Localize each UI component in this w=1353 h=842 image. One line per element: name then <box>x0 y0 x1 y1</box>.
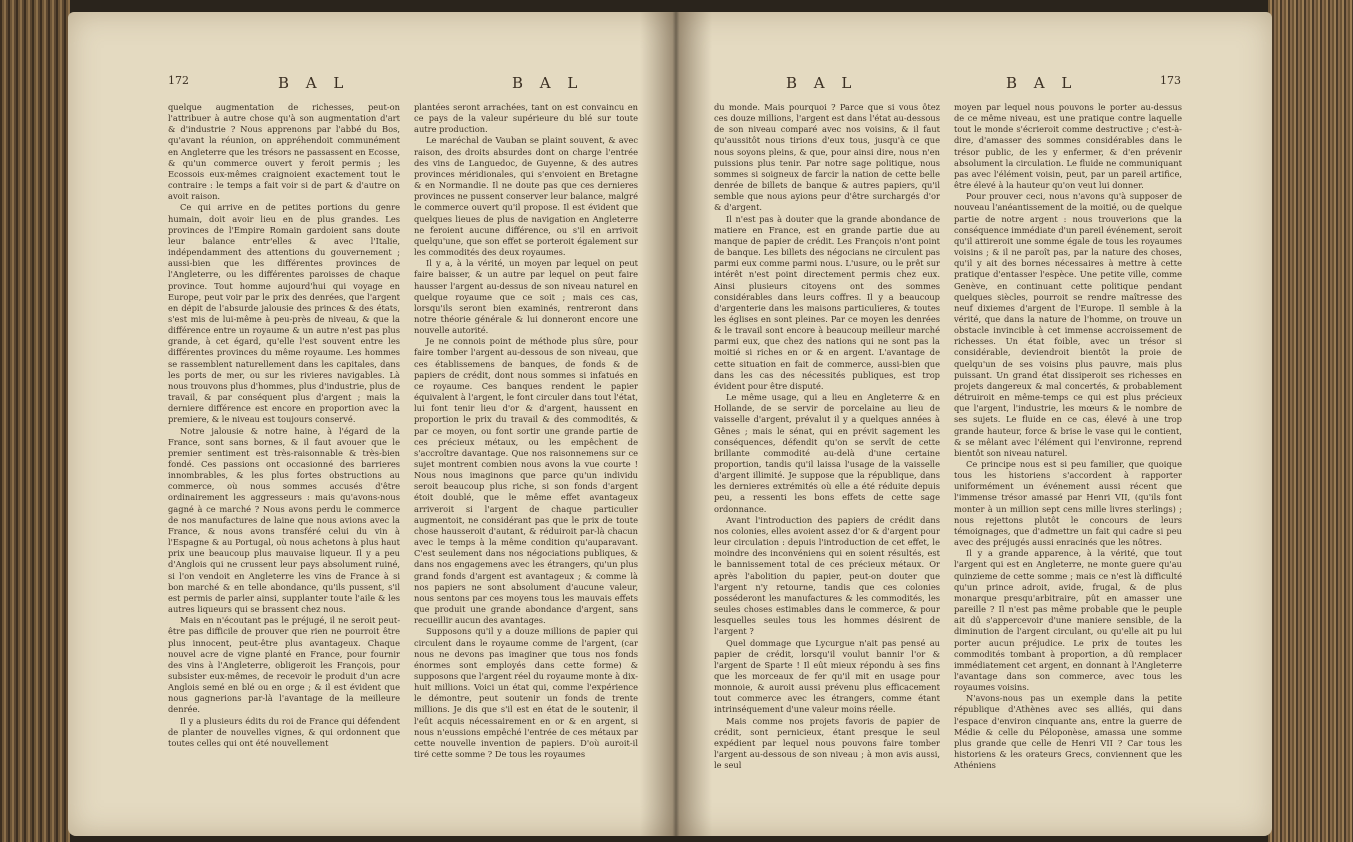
paragraph: Avant l'introduction des papiers de crédit dans nos colonies, elles avoient assez d'or & d'argent pour leur circulation : depuis l'introduction de cet effet, le moindre des inconvéniens qui en soient résultés, est le bannissement total de ces précieux métaux. Or après l'abolition du papier, peut-on douter que l'argent n'y retourne, tandis que ces colonies posséderont les manufactures & les commodités, les seules choses estimables dans le commerce, & pour lesquelles seules tous les hommes désirent de l'argent ? <box>714 514 940 637</box>
paragraph: plantées seront arrachées, tant on est convaincu en ce pays de la valeur supérieure du blé sur toute autre production. <box>414 102 638 135</box>
right-page <box>676 12 1272 836</box>
paragraph: Il y a, à la vérité, un moyen par lequel on peut faire baisser, & un autre par lequel on peut faire hausser l'argent au-dessus de son niveau naturel en quelque royaume que ce soit ; mais ces cas, lorsqu'ils seront bien examinés, rentreront dans notre théorie générale & lui donneront encore une nouvelle autorité. <box>414 258 638 336</box>
text-column-1 <box>168 102 400 842</box>
paragraph: N'avons-nous pas un exemple dans la petite république d'Athènes avec ses alliés, qui dans l'espace d'environ cinquante ans, entre la guerre de Médie & celle du Péloponèse, amassa une somme plus grande que celle de Henri VII ? Car tous les historiens & les orateurs Grecs, conviennent que les Athéniens <box>954 693 1182 771</box>
paragraph: Il n'est pas à douter que la grande abondance de matiere en France, est en grande partie due au manque de papier de crédit. Les François n'ont point de banque. Les billets des négocians ne circulent pas parmi eux comme parmi nous. L'usure, ou le prêt sur intérêt n'est point directement permis chez eux. Ainsi plusieurs citoyens ont des sommes considérables dans leurs coffres. Il y a beaucoup d'argenterie dans les maisons particulieres, & toutes les églises en sont pleines. Par ce moyen les denrées & le travail sont encore à beaucoup meilleur marché parmi eux, que chez des nations qui ne sont pas la moitié si riches en or & en argent. L'avantage de cette situation en fait de commerce, aussi-bien que dans les cas des nécessités publiques, est trop évident pour être disputé. <box>714 213 940 391</box>
running-head: B A L <box>278 74 350 92</box>
running-head: B A L <box>786 74 858 92</box>
paragraph: Mais comme nos projets favoris de papier de crédit, sont pernicieux, étant presque le seul expédient par lequel nous pouvons faire tomber l'argent au-dessous de son niveau ; à mon avis aussi, le seul <box>714 715 940 771</box>
paragraph: Il y a plusieurs édits du roi de France qui défendent de planter de nouvelles vignes, & qui ordonnent que toutes celles qui ont été nouvellement <box>168 715 400 748</box>
paragraph: Je ne connois point de méthode plus sûre, pour faire tomber l'argent au-dessous de son niveau, que ces établissemens de banques, de fonds & de papiers de crédit, dont nous sommes si infatués en ce royaume. Ces banques rendent le papier équivalent à l'argent, le font circuler dans tout l'état, lui font tenir lieu d'or & d'argent, haussent en proportion le prix du travail & des commodités, & par ce moyen, ou font sortir une grande partie de ces précieux métaux, ou les empêchent de s'accroître davantage. Que nos raisonnemens sur ce sujet montrent combien nous avons la vue courte ! Nous nous imaginons que parce qu'un individu seroit beaucoup plus riche, si son fonds d'argent étoit doublé, que le même effet avantageux arriveroit si l'argent de chaque particulier augmentoit, ne considérant pas que le prix de toute chose hausseroit d'autant, & réduiroit par-là chacun avec le temps à la même condition qu'auparavant. C'est seulement dans nos négociations publiques, & dans nos engagemens avec les étrangers, qu'un plus grand fonds d'argent est avantageux ; & comme là nos papiers ne sont absolument d'aucune valeur, nous sentons par ces moyens tous les mauvais effets que produit une grande abondance d'argent, sans recueillir aucun des avantages. <box>414 336 638 626</box>
page-number: 172 <box>168 74 189 87</box>
paragraph: quelque augmentation de richesses, peut-on l'attribuer à autre chose qu'à son augmentation d'art & d'industrie ? Nous apprenons par l'abbé du Bos, qu'avant la réunion, on appréhendoit communément en Angleterre que les trésors ne passassent en Ecosse, & qu'un commerce ouvert y feroit permis ; les Ecossois eux-mêmes craignoient exactement tout le contraire : le temps a fait voir si de part & d'autre on avoit raison. <box>168 102 400 202</box>
text-column-2 <box>414 102 638 842</box>
paragraph: Supposons qu'il y a douze millions de papier qui circulent dans le royaume comme de l'argent, (car nous ne devons pas imaginer que tous nos fonds énormes sont employés dans cette forme) & supposons que l'argent réel du royaume monte à dix-huit millions. Voici un état qui, comme l'expérience le démontre, peut soutenir un fonds de trente millions. Je dis que s'il est en état de le soutenir, il l'eût acquis nécessairement en or & en argent, si nous n'eussions empêché l'entrée de ces métaux par cette nouvelle invention de papiers. D'où auroit-il tiré cette somme ? De tous les royaumes <box>414 626 638 760</box>
paragraph: Ce qui arrive en de petites portions du genre humain, doit avoir lieu en de plus grandes. Les provinces de l'Empire Romain gardoient sans doute leur balance entr'elles & avec l'Italie, indépendamment des attentions du gouvernement ; aussi-bien que les différentes provinces de l'Angleterre, ou les différentes paroisses de chaque province. Tout homme aujourd'hui qui voyage en Europe, peut voir par le prix des denrées, que l'argent en dépit de l'absurde jalousie des princes & des états, s'est mis de lui-même à peu-près de niveau, & que la différence entre un royaume & un autre n'est pas plus grande, à cet égard, qu'elle l'est souvent entre les différentes provinces du même royaume. Les hommes se rassemblent naturellement dans les capitales, dans les ports de mer, ou sur les rivieres navigables. Là nous trouvons plus d'hommes, plus d'industrie, plus de travail, & par conséquent plus d'argent ; mais la derniere différence est encore en proportion avec la premiere, & le niveau est toujours conservé. <box>168 202 400 425</box>
paragraph: Quel dommage que Lycurgue n'ait pas pensé au papier de crédit, lorsqu'il voulut bannir l'or & l'argent de Sparte ! Il eût mieux répondu à ses fins que les morceaux de fer qu'il mit en usage pour monnoie, & auroit aussi prévenu plus efficacement tout commerce avec les étrangers, comme étant intrinséquement d'une valeur moins réelle. <box>714 637 940 715</box>
paragraph: Ce principe nous est si peu familier, que quoique tous les historiens s'accordent à rapporter uniformément un événement aussi récent que l'immense trésor amassé par Henri VII, (qu'ils font monter à un million sept cens mille livres sterlings) ; nous rejettons plutôt le concours de leurs témoignages, que d'admettre un fait qui cadre si peu avec des préjugés aussi enracinés que les nôtres. <box>954 459 1182 548</box>
paragraph: moyen par lequel nous pouvons le porter au-dessus de ce même niveau, est une pratique contre laquelle tout le monde s'écrieroit comme destructive ; c'est-à-dire, d'amasser des sommes considérables dans le trésor public, de les y enfermer, & d'en prévenir absolument la circulation. Le fluide ne communiquant pas avec l'élément voisin, peut, par un pareil artifice, être élevé à la hauteur qu'on veut lui donner. <box>954 102 1182 191</box>
book-edge-right <box>1268 0 1353 842</box>
book-edge-left <box>0 0 70 842</box>
left-page-header <box>68 74 676 96</box>
text-column-1 <box>714 102 940 842</box>
text-column-2 <box>954 102 1182 842</box>
paragraph: Notre jalousie & notre haine, à l'égard de la France, sont sans bornes, & il faut avouer que le premier sentiment est très-raisonnable & très-bien fondé. Ces passions ont occasionné des barrieres innombrables, & les plus fortes obstructions au commerce, où nous sommes accusés d'être ordinairement les aggresseurs : mais qu'avons-nous gagné à ce marché ? Nous avons perdu le commerce de nos manufactures de laine que nous avions avec la France, & nous avons transféré celui du vin à l'Espagne & au Portugal, où nous achetons à plus haut prix une beaucoup plus mauvaise liqueur. Il y a peu d'Anglois qui ne crussent leur pays absolument ruiné, si l'on vendoit en Angleterre les vins de France à si bon marché & en telle abondance, qu'ils pussent, s'il est permis de parler ainsi, supplanter toute l'aile & les autres liqueurs qui se brassent chez nous. <box>168 425 400 615</box>
paragraph: Il y a grande apparence, à la vérité, que tout l'argent qui est en Angleterre, ne monte guere qu'au quinzieme de cette somme ; mais ce n'est là difficulté qu'un prince adroit, avide, frugal, & de plus monarque presqu'arbitraire, pût en amasser une pareille ? Il n'est pas même probable que le peuple ait dû s'appercevoir d'une maniere sensible, de la diminution de l'argent circulant, ou qu'elle ait pu lui porter aucun préjudice. Le prix de toutes les commodités tombant à proportion, a dû remplacer immédiatement cet argent, en donnant à l'Angleterre l'avantage dans son commerce, avec tous les royaumes voisins. <box>954 548 1182 693</box>
paragraph: Mais en n'écoutant pas le préjugé, il ne seroit peut-être pas difficile de prouver que rien ne pourroit être plus innocent, peut-être plus avantageux. Chaque nouvel acre de vigne planté en France, pour fournir des vins à l'Angleterre, obligeroit les François, pour subsister eux-mêmes, de recevoir le produit d'un acre Anglois semé en blé ou en orge ; & il est évident que nous gagnerions par-là l'avantage de la meilleure denrée. <box>168 615 400 715</box>
left-page <box>68 12 676 836</box>
paragraph: Le même usage, qui a lieu en Angleterre & en Hollande, de se servir de porcelaine au lieu de vaisselle d'argent, prévalut il y a quelques années à Gênes ; mais le sénat, qui en prévit sagement les conséquences, défendit qu'on se servît de cette brillante commodité au-delà d'une certaine proportion, tandis qu'il laissa l'usage de la vaisselle d'argent illimité. Je suppose que la république, dans les dernieres extrémités où elle a été réduite depuis peu, a ressenti les bons effets de cette sage ordonnance. <box>714 392 940 514</box>
paragraph: du monde. Mais pourquoi ? Parce que si vous ôtez ces douze millions, l'argent est dans l'état au-dessous de son niveau comparé avec nos voisins, & il faut qu'aussitôt nous tirions d'eux tous, jusqu'à ce que nous soyons pleins, & que, pour ainsi dire, nous n'en puissions plus tenir. Par notre sage politique, nous sommes si soigneux de farcir la nation de cette belle denrée de billets de banque & autres papiers, qu'il semble que nous ayions peur d'être surchargés d'or & d'argent. <box>714 102 940 213</box>
running-head: B A L <box>1006 74 1078 92</box>
page-number: 173 <box>1160 74 1181 87</box>
right-page-header <box>676 74 1272 96</box>
running-head: B A L <box>512 74 584 92</box>
paragraph: Pour prouver ceci, nous n'avons qu'à supposer de nouveau l'anéantissement de la moitié, ou de quelque partie de notre argent : nous trouverions que la conséquence immédiate d'un pareil événement, seroit qu'il attireroit une somme égale de tous les royaumes voisins ; & il ne paroît pas, par la nature des choses, qu'il y ait des bornes nécessaires à mettre à cette pratique d'entasser l'espèce. Une petite ville, comme Genève, en continuant cette politique pendant quelques siècles, pourroit se rendre maîtresse des neuf dixiemes d'argent de l'Europe. Il semble à la vérité, que dans la nature de l'homme, on trouve un obstacle invincible à cet immense accroissement de richesses. Un état foible, avec un trésor si considérable, deviendroit bientôt la proie de quelqu'un de ses voisins plus pauvre, mais plus puissant. Un grand état dissiperoit ses richesses en projets dangereux & mal concertés, & probablement détruiroit en même-temps ce qui est plus précieux que l'argent, l'industrie, les mœurs & le nombre de ses sujets. Le fluide en ce cas, élevé à une trop grande hauteur, force & brise le vase qui le contient, & se mêlant avec l'élément qui l'environne, reprend bientôt son niveau naturel. <box>954 191 1182 458</box>
paragraph: Le maréchal de Vauban se plaint souvent, & avec raison, des droits absurdes dont on charge l'entrée des vins de Languedoc, de Guyenne, & des autres provinces méridionales, qui s'envoient en Bretagne & en Normandie. Il ne doute pas que ces dernieres provinces ne pussent conserver leur balance, malgré le commerce ouvert qu'il propose. Il est évident que quelques lieues de plus de navigation en Angleterre ne feroient aucune différence, ou s'il en arrivoit quelqu'une, que son effet se porteroit également sur les commodités des deux royaumes. <box>414 135 638 258</box>
